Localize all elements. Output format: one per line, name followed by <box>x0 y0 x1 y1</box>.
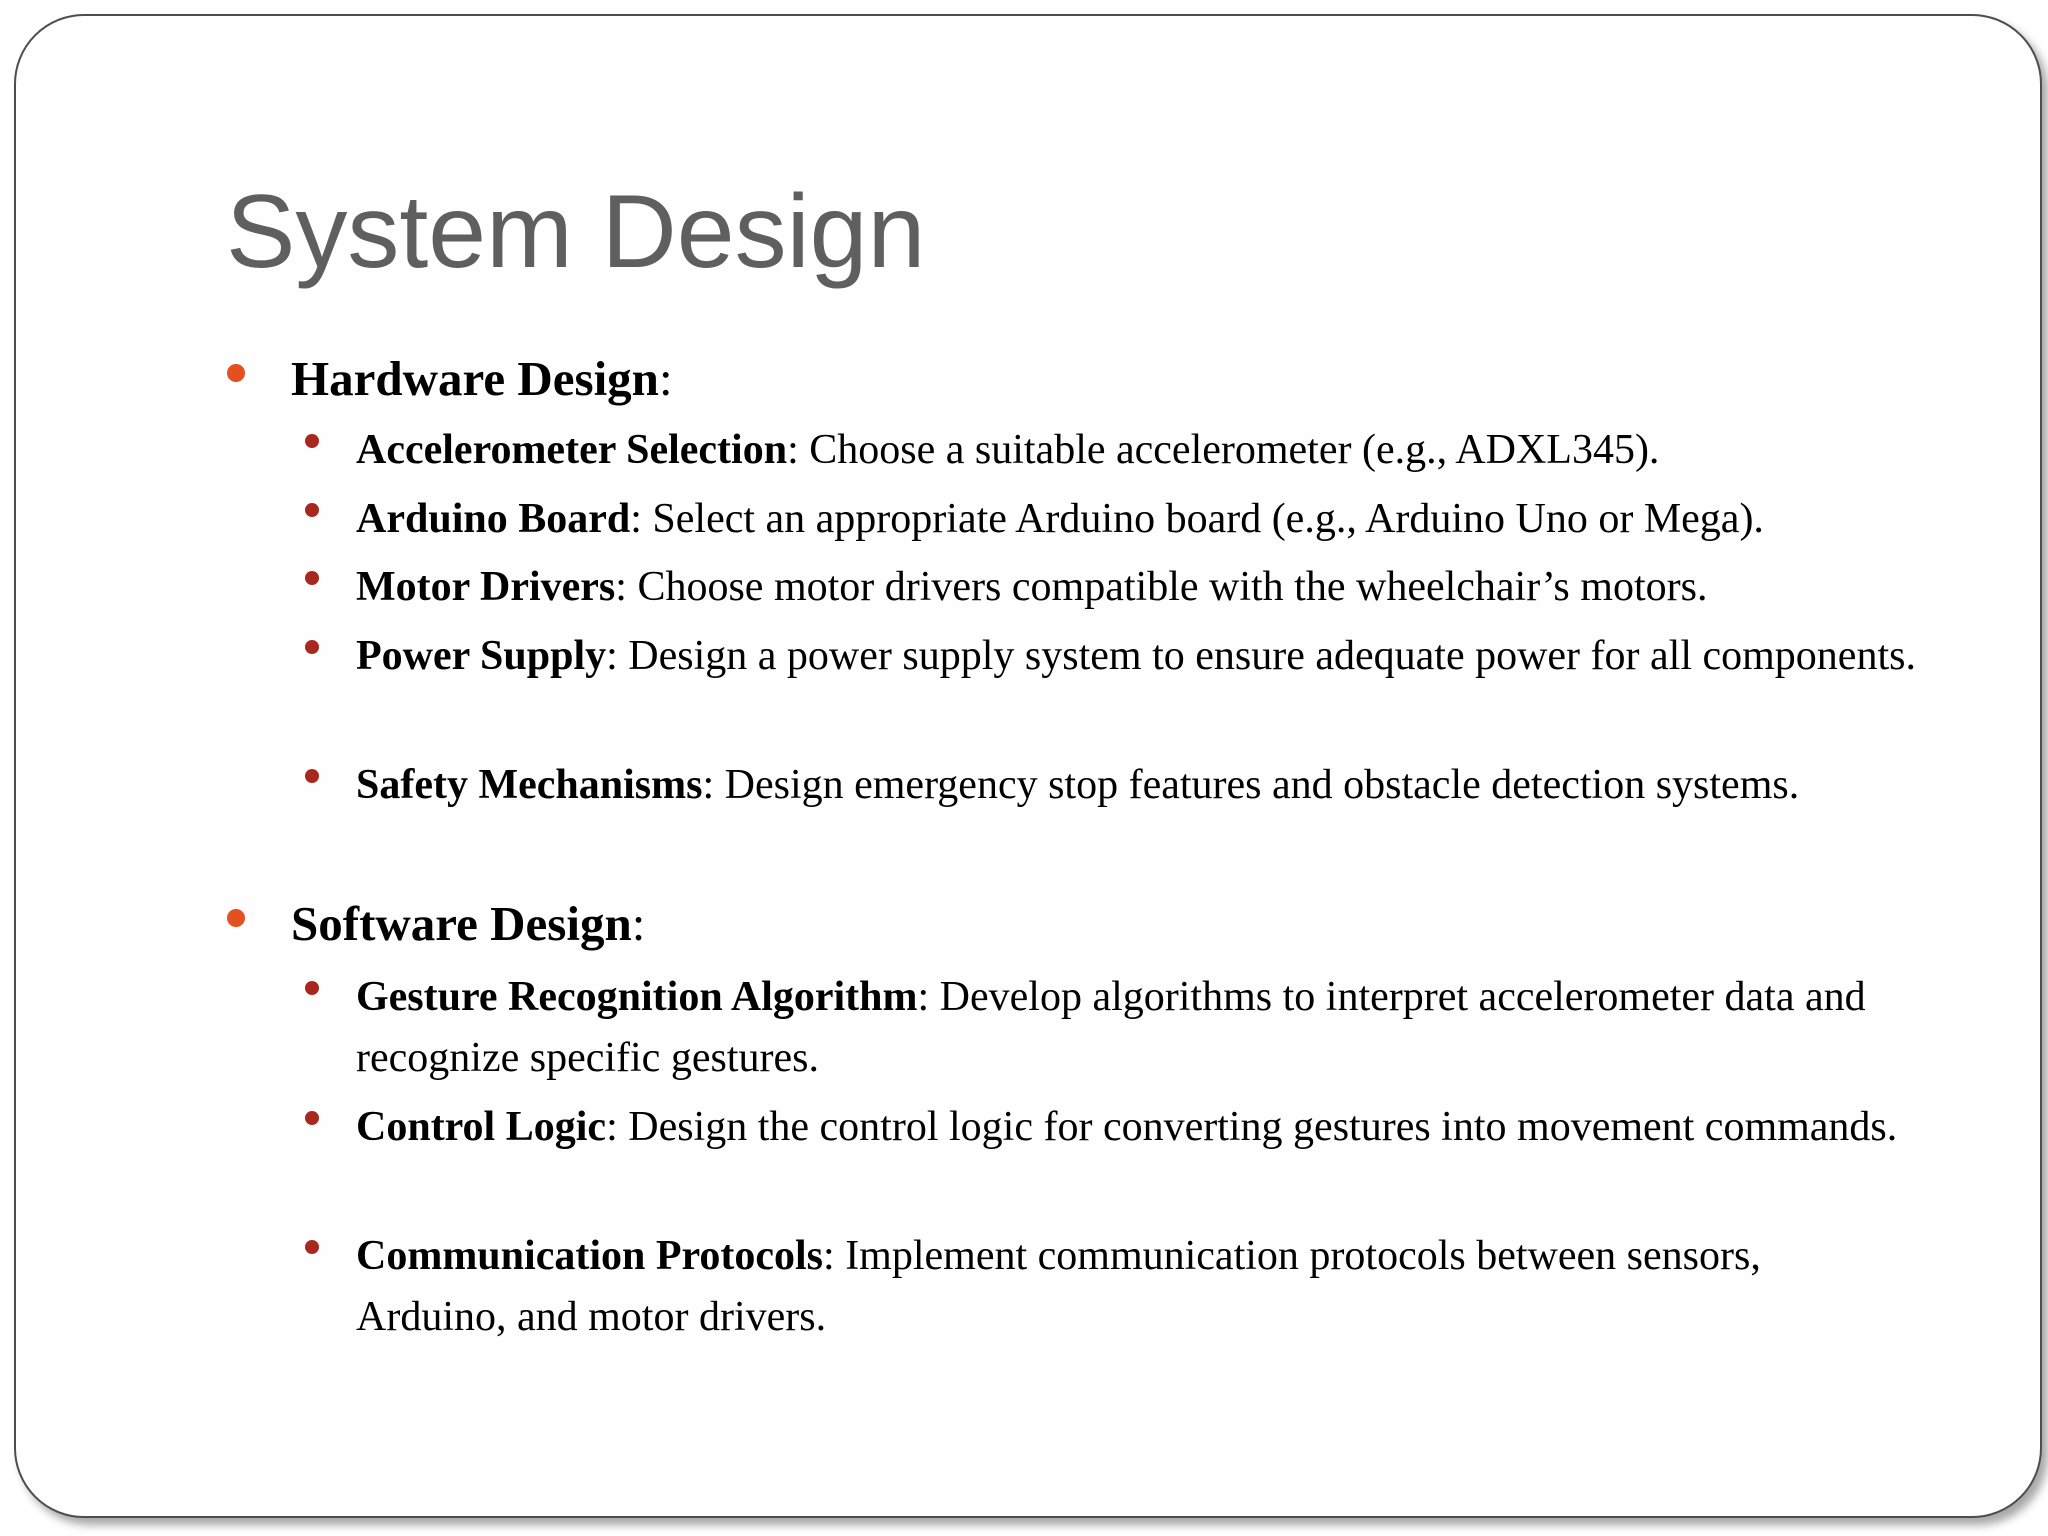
list-item: Safety Mechanisms: Design emergency stop features and obstacle detection systems. <box>356 762 1800 808</box>
sub-bullet-dot <box>305 981 319 995</box>
sub-bullet-dot <box>305 503 319 517</box>
bullet-dot <box>227 909 245 927</box>
bullet-dot <box>227 364 245 382</box>
section-heading-hardware: Hardware Design: <box>291 351 673 406</box>
list-item: Motor Drivers: Choose motor drivers compatible with the wheelchair’s motors. <box>356 564 1708 610</box>
list-item: Gesture Recognition Algorithm: Develop algorithms to interpret accelerometer data and recognize specific gestures. <box>356 974 1866 1081</box>
section-heading-software: Software Design: <box>291 896 646 951</box>
slide-title: System Design <box>226 174 926 290</box>
sub-bullet-dot <box>305 1240 319 1254</box>
sub-bullet-dot <box>305 769 319 783</box>
list-item: Arduino Board: Select an appropriate Arduino board (e.g., Arduino Uno or Mega). <box>356 496 1764 542</box>
list-item: Power Supply: Design a power supply system to ensure adequate power for all components. <box>356 633 1916 679</box>
list-item: Communication Protocols: Implement communication protocols between sensors, Arduino, and motor drivers. <box>356 1233 1761 1340</box>
sub-bullet-dot <box>305 640 319 654</box>
sub-bullet-dot <box>305 1111 319 1125</box>
list-item: Control Logic: Design the control logic for converting gestures into movement commands. <box>356 1104 1898 1150</box>
list-item: Accelerometer Selection: Choose a suitable accelerometer (e.g., ADXL345). <box>356 427 1660 473</box>
sub-bullet-dot <box>305 571 319 585</box>
sub-bullet-dot <box>305 434 319 448</box>
